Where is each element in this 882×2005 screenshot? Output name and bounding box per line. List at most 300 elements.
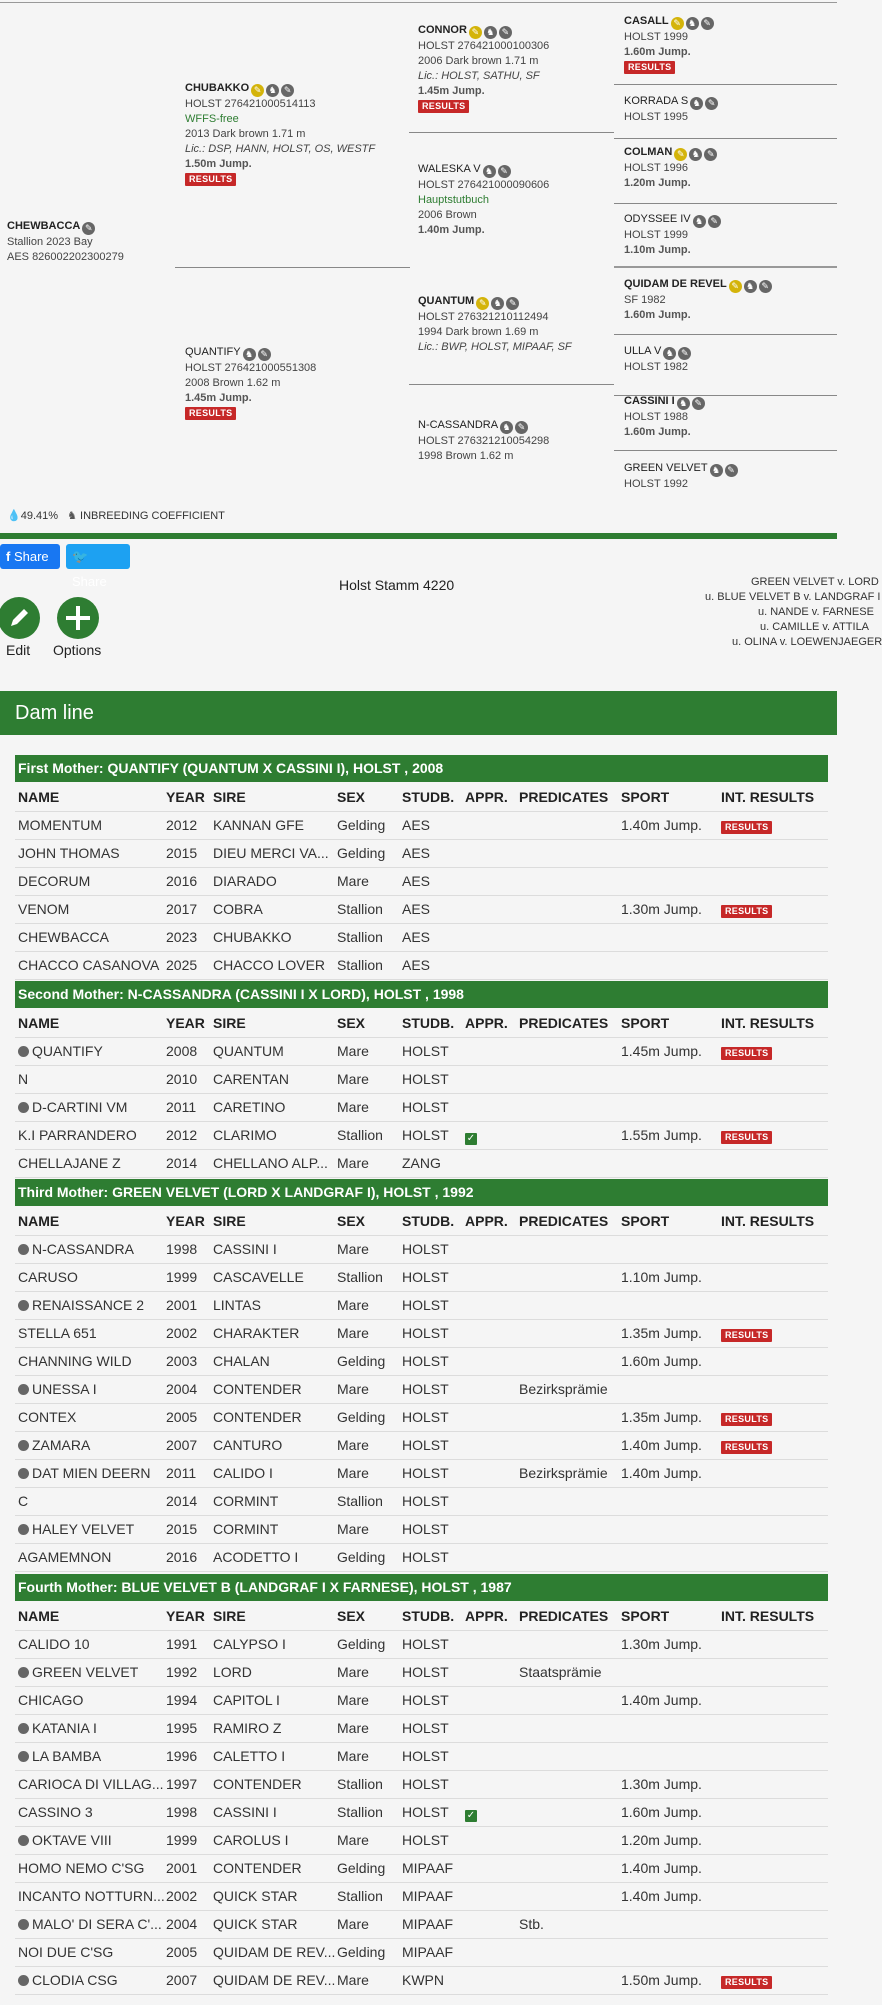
cell-sire[interactable]: QUICK STAR — [213, 1916, 298, 1932]
cell-name[interactable] — [18, 1093, 163, 1121]
results-badge[interactable]: RESULTS — [721, 821, 772, 834]
cell-int[interactable] — [721, 1319, 826, 1347]
cell-name[interactable] — [18, 1910, 163, 1938]
divider — [614, 334, 837, 335]
cell-sire[interactable]: CHELLANO ALP... — [213, 1155, 328, 1171]
table-row[interactable] — [15, 1882, 828, 1911]
facebook-share-button[interactable]: f Share — [0, 544, 60, 569]
pencil-icon[interactable]: ✎ — [701, 17, 714, 30]
cell-name[interactable] — [18, 1543, 163, 1571]
horse-icon: ♞ — [686, 17, 699, 30]
horse-name[interactable]: ZAMARA — [32, 1437, 91, 1453]
table-row[interactable] — [15, 1431, 828, 1460]
column-header[interactable]: INT. RESULTS — [721, 1015, 815, 1031]
horse-name[interactable]: QUANTIFY — [32, 1043, 103, 1059]
cell-sire[interactable]: LORD — [213, 1664, 252, 1680]
cell-sire[interactable]: CASSINI I — [213, 1241, 277, 1257]
cell-int[interactable] — [721, 1431, 826, 1459]
horse-name[interactable]: UNESSA I — [32, 1381, 97, 1397]
horse-icon — [18, 1300, 29, 1311]
table-row[interactable] — [15, 951, 828, 980]
cell-sire[interactable]: LINTAS — [213, 1297, 261, 1313]
pedigree-sire-dam[interactable]: WALESKA V ♞ ✎ HOLST 276421000090606 Hauptstutbuch 2006 Brown 1.40m Jump. — [418, 163, 550, 236]
table-row[interactable] — [15, 1630, 828, 1659]
results-badge[interactable]: RESULTS — [721, 1131, 772, 1144]
pencil-icon[interactable]: ✎ — [705, 97, 718, 110]
horse-name[interactable]: K.I PARRANDERO — [18, 1127, 137, 1143]
table-row[interactable] — [15, 1459, 828, 1488]
table-row[interactable] — [15, 1375, 828, 1404]
horse-name[interactable]: HALEY VELVET — [32, 1521, 135, 1537]
horse-name[interactable]: KATANIA I — [32, 1720, 97, 1736]
table-row[interactable] — [15, 1798, 828, 1827]
column-header[interactable]: STUDB. — [402, 1015, 455, 1031]
column-header[interactable]: YEAR — [166, 1213, 205, 1229]
horse-name[interactable]: C — [18, 1493, 29, 1509]
cell-sport: 1.35m Jump. — [621, 1409, 702, 1425]
cell-sire[interactable]: CHALAN — [213, 1353, 270, 1369]
cell-name[interactable] — [18, 1798, 163, 1826]
results-badge[interactable]: RESULTS — [185, 407, 236, 420]
column-header[interactable]: SEX — [337, 1015, 366, 1031]
cell-sire[interactable]: CHACCO LOVER — [213, 957, 326, 973]
star-icon: ✎ — [476, 297, 489, 310]
column-header[interactable]: YEAR — [166, 1608, 205, 1624]
column-header[interactable]: SIRE — [213, 1608, 246, 1624]
column-header[interactable]: STUDB. — [402, 1608, 455, 1624]
cell-sport: 1.50m Jump. — [621, 1972, 702, 1988]
cell-pred: Staatsprämie — [519, 1664, 602, 1680]
horse-name[interactable]: CASSINO 3 — [18, 1804, 93, 1820]
cell-sport: 1.55m Jump. — [621, 1127, 702, 1143]
pedigree-g3-2[interactable]: KORRADA S ♞ ✎ HOLST 1995 — [624, 94, 718, 125]
horse-icon — [18, 1440, 29, 1451]
cell-sire[interactable]: CONTENDER — [213, 1381, 302, 1397]
column-header[interactable]: STUDB. — [402, 1213, 455, 1229]
column-header[interactable]: INT. RESULTS — [721, 1608, 815, 1624]
cell-name[interactable] — [18, 1630, 163, 1658]
cell-name[interactable] — [18, 1854, 163, 1882]
pedigree-horse[interactable]: CHEWBACCA ✎ Stallion 2023 Bay AES 826002202300279 — [7, 220, 124, 263]
cell-sire[interactable]: CARETINO — [213, 1099, 286, 1115]
cell-year: 2015 — [166, 845, 198, 861]
pedigree-g3-6[interactable]: ULLA V ♞ ✎ HOLST 1982 — [624, 344, 691, 375]
table-row[interactable] — [15, 1742, 828, 1771]
results-badge[interactable]: RESULTS — [418, 100, 469, 113]
cell-sire[interactable]: QUICK STAR — [213, 1888, 298, 1904]
pencil-icon[interactable]: ✎ — [725, 464, 738, 477]
column-header[interactable]: INT. RESULTS — [721, 1213, 815, 1229]
pencil-icon[interactable]: ✎ — [759, 280, 772, 293]
cell-name[interactable] — [18, 1037, 163, 1065]
section-header: Third Mother: GREEN VELVET (LORD X LANDGRAF I), HOLST , 1992 — [15, 1179, 828, 1206]
cell-sire[interactable]: QUIDAM DE REV... — [213, 1944, 336, 1960]
cell-stud: HOLST — [402, 1297, 449, 1313]
cell-sire[interactable]: QUIDAM DE REV... — [213, 1972, 336, 1988]
cell-name[interactable] — [18, 811, 163, 839]
cell-sex: Stallion — [337, 1493, 383, 1509]
pencil-icon[interactable]: ✎ — [281, 84, 294, 97]
cell-sex: Stallion — [337, 1888, 383, 1904]
horse-icon: ♞ — [690, 97, 703, 110]
divider — [0, 2, 837, 3]
pencil-icon[interactable]: ✎ — [678, 347, 691, 360]
horse-name[interactable]: MALO' DI SERA C'... — [32, 1916, 162, 1932]
column-header[interactable]: NAME — [18, 1015, 60, 1031]
pedigree-g3-7[interactable]: CASSINI I ♞ ✎ HOLST 1988 1.60m Jump. — [624, 394, 705, 440]
column-header[interactable]: APPR. — [465, 1213, 508, 1229]
column-header[interactable]: SEX — [337, 1213, 366, 1229]
column-header[interactable]: SPORT — [621, 789, 670, 805]
table-row[interactable] — [15, 811, 828, 840]
horse-name[interactable]: CARUSO — [18, 1269, 78, 1285]
cell-stud: HOLST — [402, 1692, 449, 1708]
table-row[interactable] — [15, 1093, 828, 1122]
cell-name[interactable] — [18, 1065, 163, 1093]
column-header[interactable]: APPR. — [465, 1608, 508, 1624]
column-header[interactable]: PREDICATES — [519, 1015, 609, 1031]
pedigree-sire[interactable]: CHUBAKKO ✎ ♞ ✎ HOLST 276421000514113 WFFS-free 2013 Dark brown 1.71 m Lic.: DSP, HANN, HOLST, OS, WESTF 1.50m Jump. RESULTS — [185, 82, 376, 184]
cell-sire[interactable]: COBRA — [213, 901, 263, 917]
cell-sport: 1.40m Jump. — [621, 1437, 702, 1453]
horse-name[interactable]: N — [18, 1071, 29, 1087]
cell-sire[interactable]: CAPITOL I — [213, 1692, 280, 1708]
cell-sex: Gelding — [337, 1549, 386, 1565]
cell-sire[interactable]: CASCAVELLE — [213, 1269, 304, 1285]
cell-year: 2014 — [166, 1493, 198, 1509]
pedigree-dam-sire[interactable]: QUANTUM ✎ ♞ ✎ HOLST 276321210112494 1994 Dark brown 1.69 m Lic.: BWP, HOLST, MIPAAF, SF — [418, 295, 572, 353]
table-row[interactable] — [15, 1347, 828, 1376]
cell-name[interactable] — [18, 1431, 163, 1459]
cell-sport: 1.60m Jump. — [621, 1804, 702, 1820]
cell-name[interactable] — [18, 1291, 163, 1319]
results-badge[interactable]: RESULTS — [721, 1047, 772, 1060]
cell-sire[interactable]: CHARAKTER — [213, 1325, 300, 1341]
column-header[interactable]: SPORT — [621, 1213, 670, 1229]
table-row[interactable] — [15, 1686, 828, 1715]
horse-name[interactable]: STELLA 651 — [18, 1325, 97, 1341]
cell-name[interactable] — [18, 1770, 163, 1798]
horse-name[interactable]: DAT MIEN DEERN — [32, 1465, 151, 1481]
horse-icon — [18, 1751, 29, 1762]
horse-name[interactable]: RENAISSANCE 2 — [32, 1297, 145, 1313]
edit-label[interactable]: Edit — [6, 642, 31, 658]
horse-name[interactable]: AGAMEMNON — [18, 1549, 112, 1565]
column-header[interactable]: NAME — [18, 789, 60, 805]
table-row[interactable] — [15, 1938, 828, 1967]
cell-sire[interactable]: CALYPSO I — [213, 1636, 286, 1652]
cell-year: 1999 — [166, 1832, 198, 1848]
horse-name[interactable]: JOHN THOMAS — [18, 845, 120, 861]
table-row[interactable] — [15, 1037, 828, 1066]
table-row[interactable] — [15, 895, 828, 924]
cell-year: 2003 — [166, 1353, 198, 1369]
twitter-share-button[interactable]: 🐦 Share — [66, 544, 130, 569]
pedigree-g3-3[interactable]: COLMAN ✎ ♞ ✎ HOLST 1996 1.20m Jump. — [624, 145, 717, 191]
cell-stud: HOLST — [402, 1776, 449, 1792]
cell-sport: 1.40m Jump. — [621, 1692, 702, 1708]
cell-int[interactable] — [721, 1037, 826, 1065]
column-header[interactable]: NAME — [18, 1213, 60, 1229]
cell-sex: Mare — [337, 1071, 369, 1087]
cell-sport: 1.45m Jump. — [621, 1043, 702, 1059]
cell-sire[interactable]: CANTURO — [213, 1437, 283, 1453]
star-icon: ✎ — [729, 280, 742, 293]
cell-year: 1996 — [166, 1748, 198, 1764]
horse-name[interactable]: INCANTO NOTTURN... — [18, 1888, 165, 1904]
cell-name[interactable] — [18, 951, 163, 979]
table-row[interactable] — [15, 1966, 828, 1995]
horse-name[interactable]: DECORUM — [18, 873, 91, 889]
cell-int[interactable] — [721, 895, 826, 923]
cell-stud: AES — [402, 957, 431, 973]
table-row[interactable] — [15, 1065, 828, 1094]
cell-name[interactable] — [18, 1487, 163, 1515]
cell-name[interactable] — [18, 1658, 163, 1686]
cell-name[interactable] — [18, 1882, 163, 1910]
column-header[interactable]: YEAR — [166, 1015, 205, 1031]
checkmark-icon: ✓ — [466, 1133, 476, 1144]
cell-sire[interactable]: RAMIRO Z — [213, 1720, 282, 1736]
cell-name[interactable] — [18, 1149, 163, 1177]
cell-int[interactable] — [721, 1403, 826, 1431]
column-header[interactable]: STUDB. — [402, 789, 455, 805]
cell-sire[interactable]: CONTENDER — [213, 1860, 302, 1876]
column-header[interactable]: SEX — [337, 789, 366, 805]
horse-name[interactable]: CARIOCA DI VILLAG... — [18, 1776, 164, 1792]
cell-sire[interactable]: CHUBAKKO — [213, 929, 292, 945]
horse-icon: ♞ — [710, 464, 723, 477]
cell-sire[interactable]: CORMINT — [213, 1493, 279, 1509]
results-badge[interactable]: RESULTS — [721, 1441, 772, 1454]
pedigree-g3-5[interactable]: QUIDAM DE REVEL ✎ ♞ ✎ SF 1982 1.60m Jump. — [624, 277, 772, 323]
horse-name[interactable]: CLODIA CSG — [32, 1972, 118, 1988]
cell-year: 2012 — [166, 817, 198, 833]
table-row[interactable] — [15, 1487, 828, 1516]
cell-name[interactable] — [18, 1826, 163, 1854]
horse-name[interactable]: HOMO NEMO C'SG — [18, 1860, 145, 1876]
pencil-icon[interactable]: ✎ — [82, 222, 95, 235]
results-badge[interactable]: RESULTS — [721, 1329, 772, 1342]
cell-name[interactable] — [18, 867, 163, 895]
table-row[interactable] — [15, 1910, 828, 1939]
pencil-icon[interactable]: ✎ — [692, 397, 705, 410]
pedigree-dam-dam[interactable]: N-CASSANDRA ♞ ✎ HOLST 276321210054298 1998 Brown 1.62 m — [418, 419, 550, 462]
cell-sire[interactable]: CALETTO I — [213, 1748, 286, 1764]
results-badge[interactable]: RESULTS — [721, 1413, 772, 1426]
horse-name[interactable]: LA BAMBA — [32, 1748, 102, 1764]
cell-sire[interactable]: CALIDO I — [213, 1465, 273, 1481]
cell-sex: Stallion — [337, 1269, 383, 1285]
column-header[interactable]: PREDICATES — [519, 789, 609, 805]
results-badge[interactable]: RESULTS — [721, 1976, 772, 1989]
horse-name[interactable]: CHELLAJANE Z — [18, 1155, 121, 1171]
cell-name[interactable] — [18, 1235, 163, 1263]
cell-sport: 1.30m Jump. — [621, 901, 702, 917]
cell-sire[interactable]: ACODETTO I — [213, 1549, 299, 1565]
table-row[interactable] — [15, 923, 828, 952]
cell-name[interactable] — [18, 895, 163, 923]
green-divider — [0, 533, 837, 539]
pedigree-g3-4[interactable]: ODYSSEE IV ♞ ✎ HOLST 1999 1.10m Jump. — [624, 212, 721, 258]
column-header[interactable]: SIRE — [213, 1015, 246, 1031]
cell-int[interactable] — [721, 1121, 826, 1149]
pedigree-dam[interactable]: QUANTIFY ♞ ✎ HOLST 276421000551308 2008 Brown 1.62 m 1.45m Jump. RESULTS — [185, 346, 317, 418]
cell-year: 2025 — [166, 957, 198, 973]
cell-sire[interactable]: DIARADO — [213, 873, 277, 889]
cell-sire[interactable]: CLARIMO — [213, 1127, 277, 1143]
cell-sport: 1.60m Jump. — [621, 1353, 702, 1369]
column-header[interactable]: SIRE — [213, 789, 246, 805]
cell-year: 1997 — [166, 1776, 198, 1792]
horse-name[interactable]: N-CASSANDRA — [32, 1241, 134, 1257]
cell-stud: MIPAAF — [402, 1888, 454, 1904]
column-header[interactable]: NAME — [18, 1608, 60, 1624]
cell-name[interactable] — [18, 839, 163, 867]
table-row[interactable] — [15, 1263, 828, 1292]
pencil-icon[interactable]: ✎ — [708, 215, 721, 228]
column-header[interactable]: PREDICATES — [519, 1213, 609, 1229]
table-row[interactable] — [15, 1854, 828, 1883]
cell-sire[interactable]: KANNAN GFE — [213, 817, 305, 833]
horse-name[interactable]: D-CARTINI VM — [32, 1099, 128, 1115]
column-header[interactable]: INT. RESULTS — [721, 789, 815, 805]
pencil-icon[interactable]: ✎ — [258, 348, 271, 361]
column-header[interactable]: SEX — [337, 1608, 366, 1624]
cell-name[interactable] — [18, 1686, 163, 1714]
cell-sire[interactable]: CASSINI I — [213, 1804, 277, 1820]
cell-sex: Stallion — [337, 1776, 383, 1792]
horse-name[interactable]: CONTEX — [18, 1409, 77, 1425]
cell-sire[interactable]: CAROLUS I — [213, 1832, 289, 1848]
column-header[interactable]: APPR. — [465, 1015, 508, 1031]
pedigree-g3-1[interactable]: CASALL ✎ ♞ ✎ HOLST 1999 1.60m Jump. RESULTS — [624, 14, 714, 75]
table-row[interactable] — [15, 1403, 828, 1432]
cell-name[interactable] — [18, 1319, 163, 1347]
pedigree-sire-sire[interactable]: CONNOR ✎ ♞ ✎ HOLST 276421000100306 2006 Dark brown 1.71 m Lic.: HOLST, SATHU, SF 1.45m Jump. RESULTS — [418, 24, 550, 111]
cell-sex: Mare — [337, 1043, 369, 1059]
cell-name[interactable] — [18, 1966, 163, 1994]
horse-name[interactable]: GREEN VELVET — [32, 1664, 139, 1680]
stamm-lineage: GREEN VELVET v. LORD u. BLUE VELVET B v. LANDGRAF I u. NANDE v. FARNESE u. CAMILLE v. ATTILA u. OLINA v. LOEWENJAEGER — [705, 576, 882, 648]
results-badge[interactable]: RESULTS — [185, 173, 236, 186]
table-row[interactable] — [15, 1714, 828, 1743]
table-row[interactable] — [15, 867, 828, 896]
pencil-icon[interactable]: ✎ — [499, 26, 512, 39]
table-row[interactable] — [15, 1291, 828, 1320]
options-button[interactable] — [57, 597, 99, 639]
cell-sex: Mare — [337, 1297, 369, 1313]
column-header[interactable]: YEAR — [166, 789, 205, 805]
horse-name[interactable]: CALIDO 10 — [18, 1636, 90, 1652]
table-row[interactable] — [15, 1515, 828, 1544]
cell-stud: AES — [402, 929, 431, 945]
horse-icon — [18, 1384, 29, 1395]
cell-year: 2023 — [166, 929, 198, 945]
cell-year: 2004 — [166, 1916, 198, 1932]
cell-sire[interactable]: CONTENDER — [213, 1776, 302, 1792]
cell-int[interactable] — [721, 811, 826, 839]
column-header[interactable]: PREDICATES — [519, 1608, 609, 1624]
cell-sire[interactable]: CORMINT — [213, 1521, 279, 1537]
horse-name[interactable]: CHEWBACCA — [18, 929, 110, 945]
pedigree-g3-8[interactable]: GREEN VELVET ♞ ✎ HOLST 1992 — [624, 461, 738, 492]
star-icon: ✎ — [469, 26, 482, 39]
cell-name[interactable] — [18, 1403, 163, 1431]
cell-sire[interactable]: QUANTUM — [213, 1043, 284, 1059]
cell-name[interactable] — [18, 1938, 163, 1966]
horse-name[interactable]: CHACCO CASANOVA — [18, 957, 160, 973]
table-row[interactable] — [15, 1770, 828, 1799]
cell-sex: Stallion — [337, 957, 383, 973]
horse-name[interactable]: MOMENTUM — [18, 817, 102, 833]
cell-name[interactable] — [18, 1121, 163, 1149]
pencil-icon[interactable]: ✎ — [498, 165, 511, 178]
table-row[interactable] — [15, 1658, 828, 1687]
cell-name[interactable] — [18, 1459, 163, 1487]
cell-stud: HOLST — [402, 1437, 449, 1453]
pencil-icon[interactable]: ✎ — [506, 297, 519, 310]
horse-name[interactable]: CHICAGO — [18, 1692, 84, 1708]
cell-name[interactable] — [18, 1742, 163, 1770]
cell-year: 1992 — [166, 1664, 198, 1680]
cell-sire[interactable]: CONTENDER — [213, 1409, 302, 1425]
table-row[interactable] — [15, 839, 828, 868]
cell-sport: 1.40m Jump. — [621, 817, 702, 833]
table-row[interactable] — [15, 1543, 828, 1572]
results-badge[interactable]: RESULTS — [721, 905, 772, 918]
column-header[interactable]: APPR. — [465, 789, 508, 805]
cell-year: 1999 — [166, 1269, 198, 1285]
cell-sport: 1.30m Jump. — [621, 1776, 702, 1792]
cell-stud: KWPN — [402, 1972, 444, 1988]
table-row[interactable] — [15, 1826, 828, 1855]
column-header[interactable]: SPORT — [621, 1015, 670, 1031]
horse-icon: ♞ — [677, 397, 690, 410]
cell-int[interactable] — [721, 1966, 826, 1994]
cell-year: 2004 — [166, 1381, 198, 1397]
stamm-title: Holst Stamm 4220 — [339, 577, 455, 593]
options-label[interactable]: Options — [53, 642, 102, 658]
cell-name[interactable] — [18, 1347, 163, 1375]
column-header[interactable]: SIRE — [213, 1213, 246, 1229]
table-row[interactable] — [15, 1121, 828, 1150]
table-row[interactable] — [15, 1235, 828, 1264]
pencil-icon[interactable]: ✎ — [515, 421, 528, 434]
horse-name[interactable]: OKTAVE VIII — [32, 1832, 112, 1848]
cell-name[interactable] — [18, 1515, 163, 1543]
cell-sire[interactable]: DIEU MERCI VA... — [213, 845, 329, 861]
table-row[interactable] — [15, 1319, 828, 1348]
cell-stud: AES — [402, 873, 431, 889]
horse-name[interactable]: CHANNING WILD — [18, 1353, 132, 1369]
horse-name[interactable]: VENOM — [18, 901, 70, 917]
horse-icon — [18, 1468, 29, 1479]
cell-sport: 1.40m Jump. — [621, 1888, 702, 1904]
cell-name[interactable] — [18, 1375, 163, 1403]
cell-name[interactable] — [18, 1263, 163, 1291]
table-row[interactable] — [15, 1149, 828, 1178]
cell-sex: Gelding — [337, 1636, 386, 1652]
cell-name[interactable] — [18, 923, 163, 951]
edit-button[interactable] — [0, 597, 40, 639]
cell-sire[interactable]: CARENTAN — [213, 1071, 289, 1087]
pencil-icon[interactable]: ✎ — [704, 148, 717, 161]
cell-name[interactable] — [18, 1714, 163, 1742]
results-badge[interactable]: RESULTS — [624, 61, 675, 74]
column-header[interactable]: SPORT — [621, 1608, 670, 1624]
horse-name[interactable]: NOI DUE C'SG — [18, 1944, 114, 1960]
